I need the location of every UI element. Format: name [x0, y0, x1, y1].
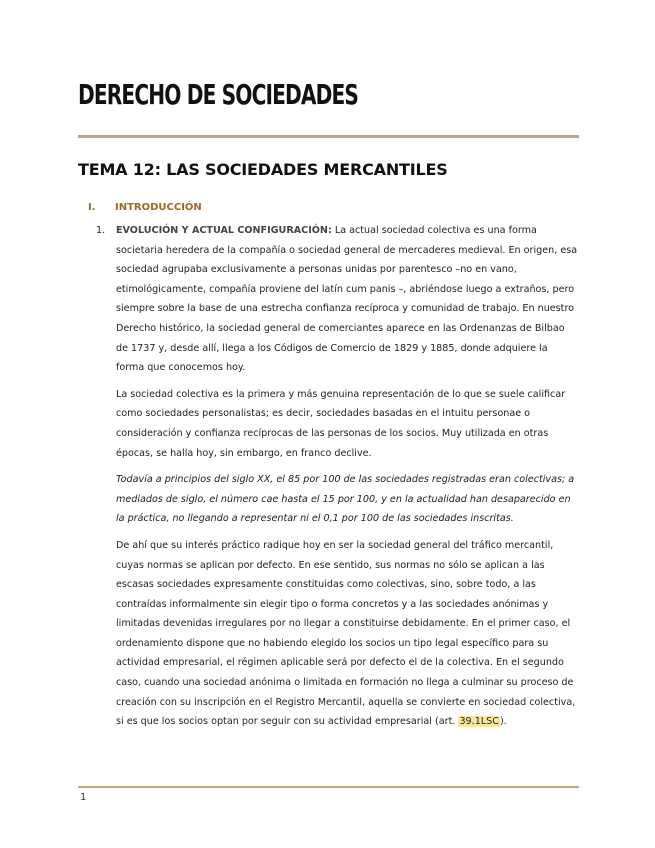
item-lead: EVOLUCIÓN Y ACTUAL CONFIGURACIÓN:	[116, 225, 332, 236]
paragraph-4	[116, 536, 578, 732]
paragraph-4-tail: ).	[499, 716, 507, 728]
footer-rule	[78, 786, 579, 788]
item-text: La actual sociedad colectiva es una forma societaria heredera de la compañía o sociedad general de mercaderes medieval. En origen, esa sociedad agrupaba exclusivamente a personas unidas por parentesco –no en vano, etimológicamente, compañía proviene del latín cum panis –, abriéndose luego a extraños, pero siempre sobre la base de una estrecha confianza recíproca y comunidad de trabajo. En nuestro Derecho histórico, la sociedad general de comerciantes aparece en las Ordenanzas de Bilbao de 1737 y, desde allí, llega a los Códigos de Comercio de 1829 y 1885, donde adquiere la forma que conocemos hoy.	[116, 225, 578, 374]
item-number: 1.	[96, 225, 106, 236]
header-rule	[78, 135, 579, 138]
section-title: INTRODUCCIÓN	[115, 202, 202, 213]
article-highlight: 39.1LSC	[459, 716, 499, 728]
list-item	[96, 221, 578, 378]
page-number: 1	[80, 792, 87, 803]
item-paragraph	[116, 221, 578, 378]
paragraph-2: La sociedad colectiva es la primera y más genuina representación de lo que se suele calificar como sociedades personalistas; es decir, sociedades basadas en el intuitu personae o consideración y confianza recíprocas de las personas de los socios. Muy utilizada en otras épocas, se halla hoy, sin embargo, en franco declive.	[116, 388, 566, 459]
section-number: I.	[88, 202, 96, 213]
document-title: DERECHO DE SOCIEDADES	[78, 78, 359, 111]
paragraph-4-text: De ahí que su interés práctico radique hoy en ser la sociedad general del tráfico mercantil, cuyas normas se aplican por defecto. En ese sentido, sus normas no sólo se aplican a las escasas sociedades expresamente constituidas como colectivas, sino, sobre todo, a las contraídas informalmente sin elegir tipo o forma concretos y a las sociedades anónimas y limitadas devenidas irregulares por no llegar a constituirse debidamente. En el primer caso, el ordenamiento dispone que no habiendo elegido los socios un tipo legal específico para su actividad empresarial, el régimen aplicable será por defecto el de la colectiva. En el segundo caso, cuando una sociedad anónima o limitada en formación no llega a culminar su proceso de creación con su inscripción en el Registro Mercantil, aquella se convierte en sociedad colectiva, si es que los socios optan por seguir con su actividad empresarial (art.	[116, 539, 576, 728]
tema-heading: TEMA 12: LAS SOCIEDADES MERCANTILES	[78, 160, 448, 179]
section-heading	[88, 202, 202, 213]
paragraph-3-italic: Todavía a principios del siglo XX, el 85 por 100 de las sociedades registradas eran colectivas; a mediados de siglo, el número cae hasta el 15 por 100, y en la actualidad han desaparecido en la práctica, no llegando a representar ni el 0,1 por 100 de las sociedades inscritas.	[116, 474, 575, 525]
body-text	[96, 221, 578, 732]
